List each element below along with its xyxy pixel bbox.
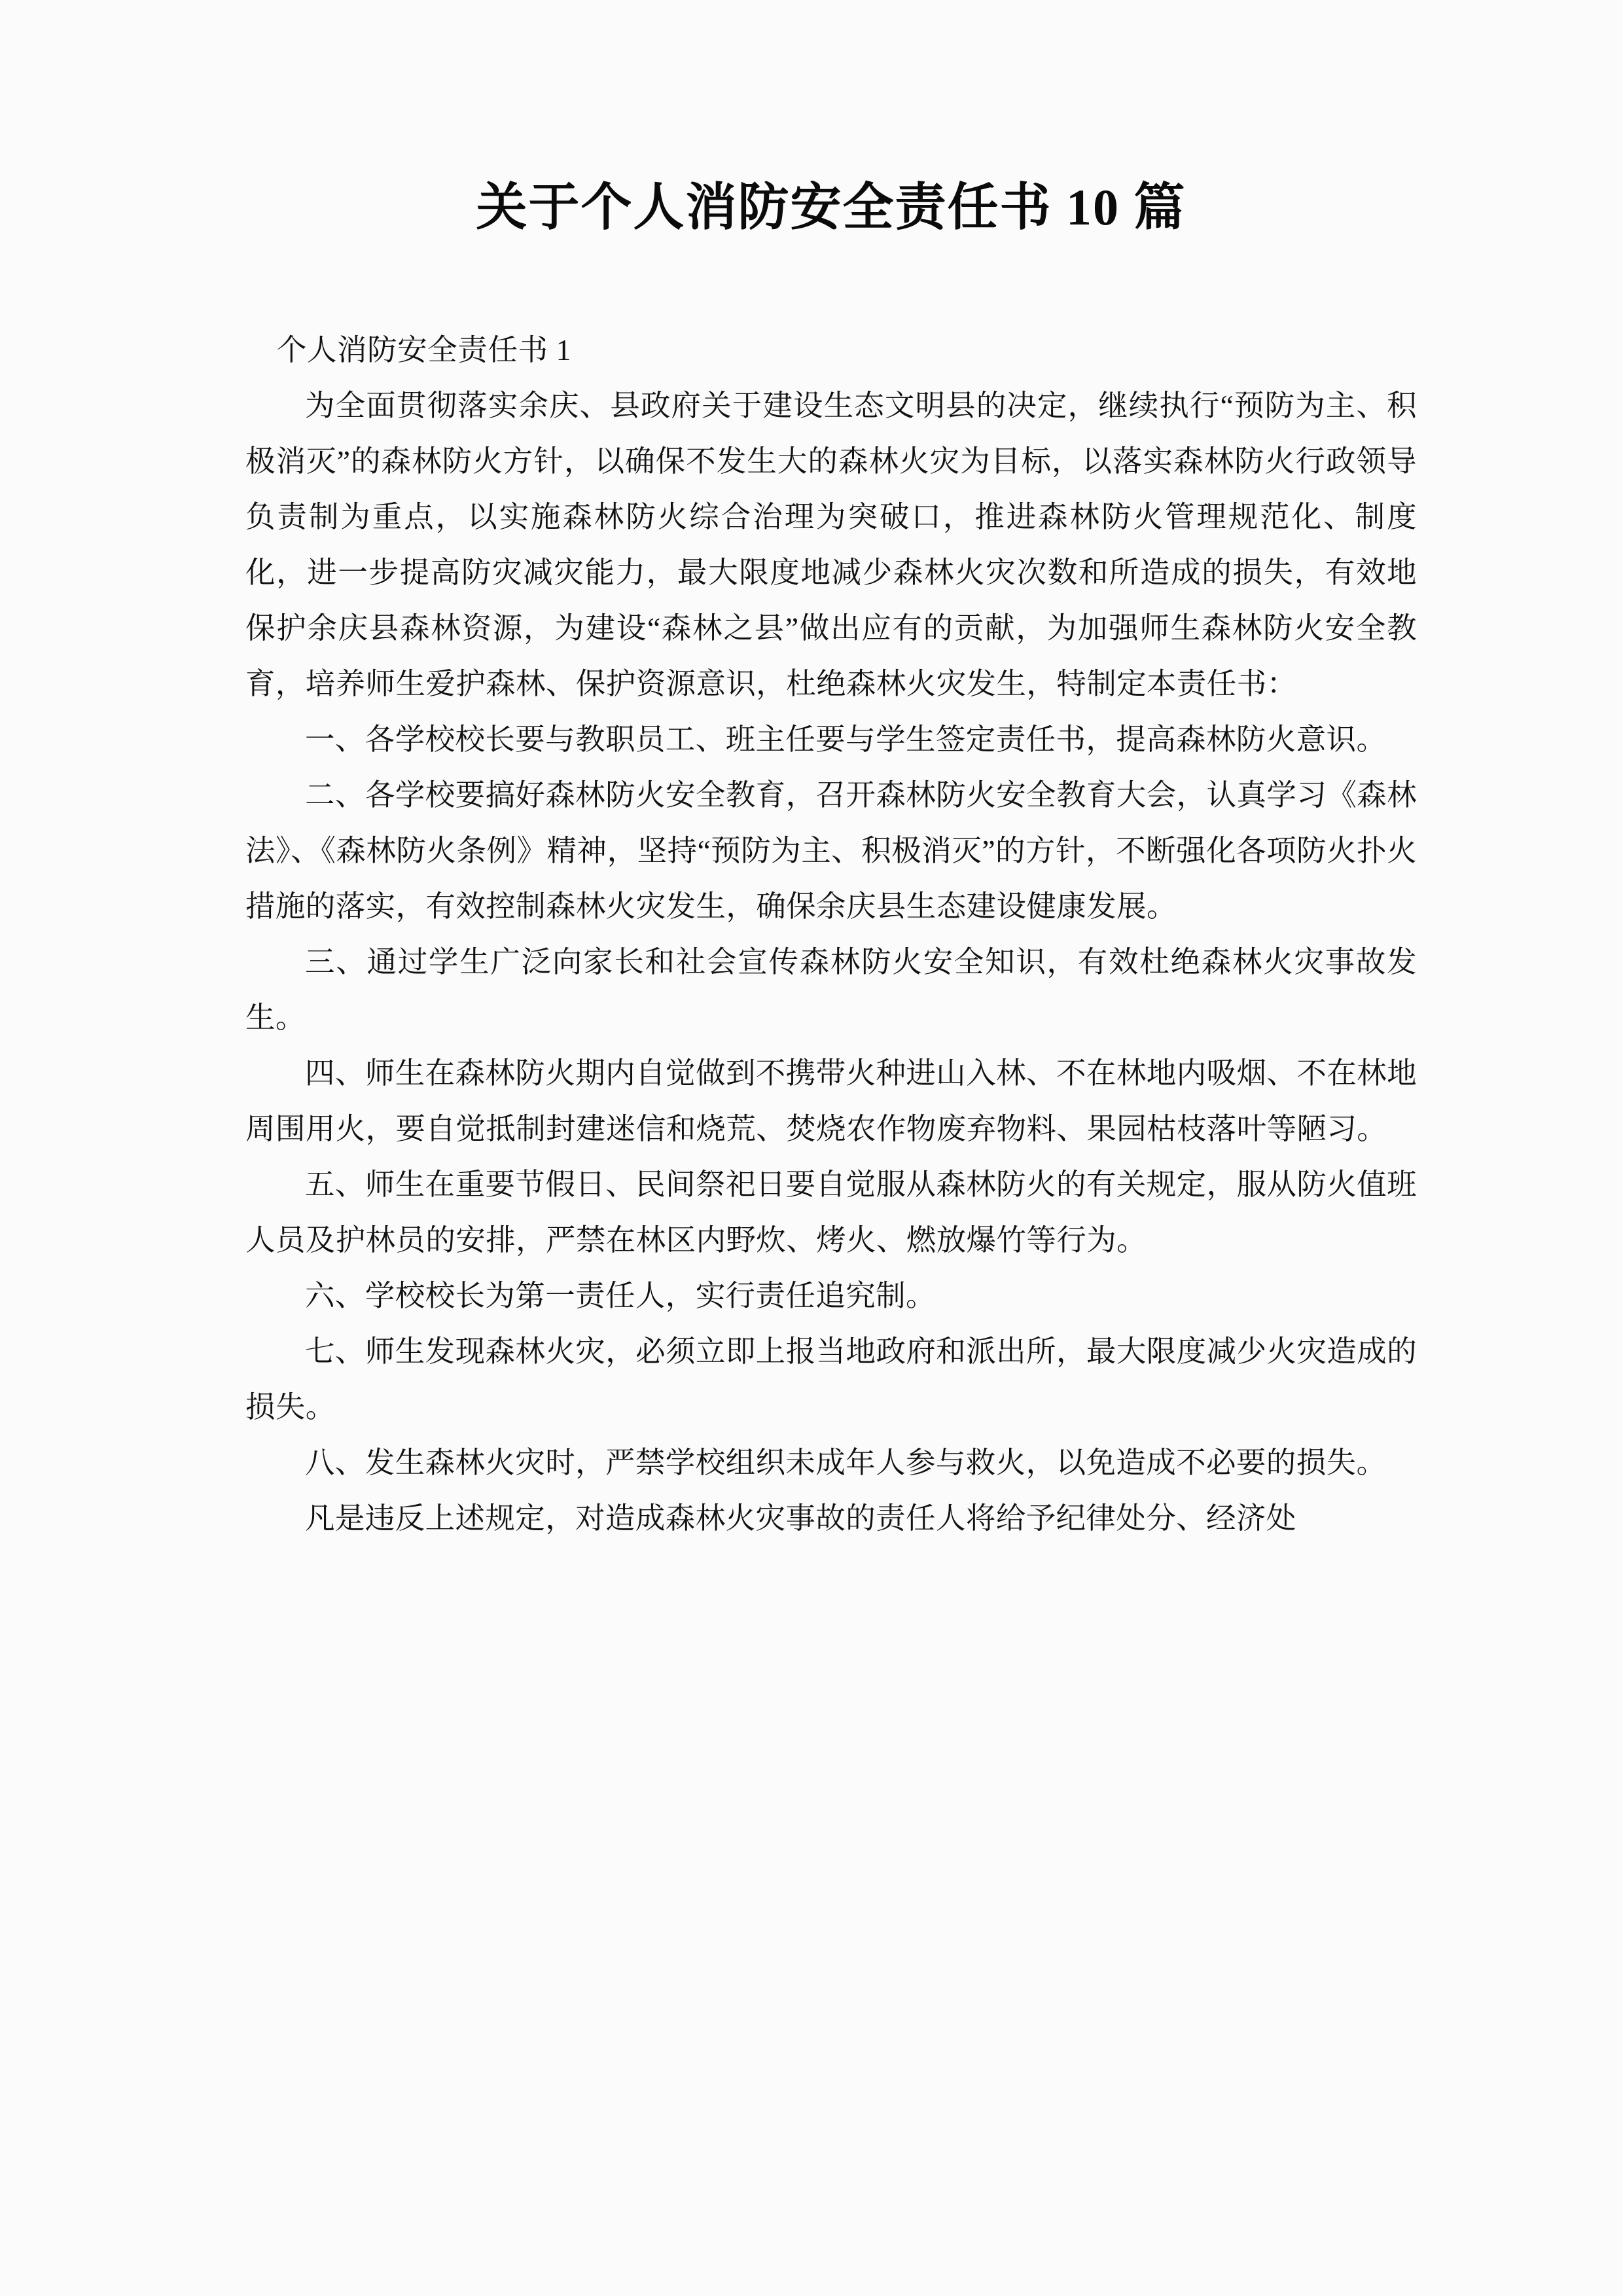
- document-body: [245, 322, 1417, 1546]
- clause-item-6: 六、学校校长为第一责任人，实行责任追究制。: [305, 1279, 936, 1312]
- clause-item-2: 二、各学校要搞好森林防火安全教育，召开森林防火安全教育大会，认真学习《森林法》、《森林防火条例》精神，坚持“预防为主、积极消灭”的方针，不断强化各项防火扑火措施的落实，有效控制森林火灾发生，确保余庆县生态建设健康发展。: [245, 778, 1417, 923]
- clause-item-8: 八、发生森林火灾时，严禁学校组织未成年人参与救火，以免造成不必要的损失。: [305, 1446, 1387, 1479]
- paragraph-intro: 为全面贯彻落实余庆、县政府关于建设生态文明县的决定，继续执行“预防为主、积极消灭”的森林防火方针，以确保不发生大的森林火灾为目标，以落实森林防火行政领导负责制为重点，以实施森林防火综合治理为突破口，推进森林防火管理规范化、制度化，进一步提高防灾减灾能力，最大限度地减少森林火灾次数和所造成的损失，有效地保护余庆县森林资源，为建设“森林之县”做出应有的贡献，为加强师生森林防火安全教育，培养师生爱护森林、保护资源意识，杜绝森林火灾发生，特制定本责任书：: [245, 389, 1417, 700]
- page-content-area: [245, 0, 1417, 2296]
- clause-item-7: 七、师生发现森林火灾，必须立即上报当地政府和派出所，最大限度减少火灾造成的损失。: [245, 1335, 1417, 1424]
- clause-item-4: 四、师生在森林防火期内自觉做到不携带火种进山入林、不在林地内吸烟、不在林地周围用火，要自觉抵制封建迷信和烧荒、焚烧农作物废弃物料、果园枯枝落叶等陋习。: [245, 1056, 1417, 1145]
- clause-item-1: 一、各学校校长要与教职员工、班主任要与学生签定责任书，提高森林防火意识。: [305, 723, 1387, 756]
- paragraph-closing-truncated: 凡是违反上述规定，对造成森林火灾事故的责任人将给予纪律处分、经济处: [305, 1501, 1296, 1535]
- section-subheading: 个人消防安全责任书 1: [276, 333, 571, 367]
- clause-item-5: 五、师生在重要节假日、民间祭祀日要自觉服从森林防火的有关规定，服从防火值班人员及护林员的安排，严禁在林区内野炊、烤火、燃放爆竹等行为。: [245, 1168, 1417, 1257]
- clause-item-3: 三、通过学生广泛向家长和社会宣传森林防火安全知识，有效杜绝森林火灾事故发生。: [245, 945, 1417, 1034]
- page-title: 关于个人消防安全责任书 10 篇: [476, 179, 1186, 236]
